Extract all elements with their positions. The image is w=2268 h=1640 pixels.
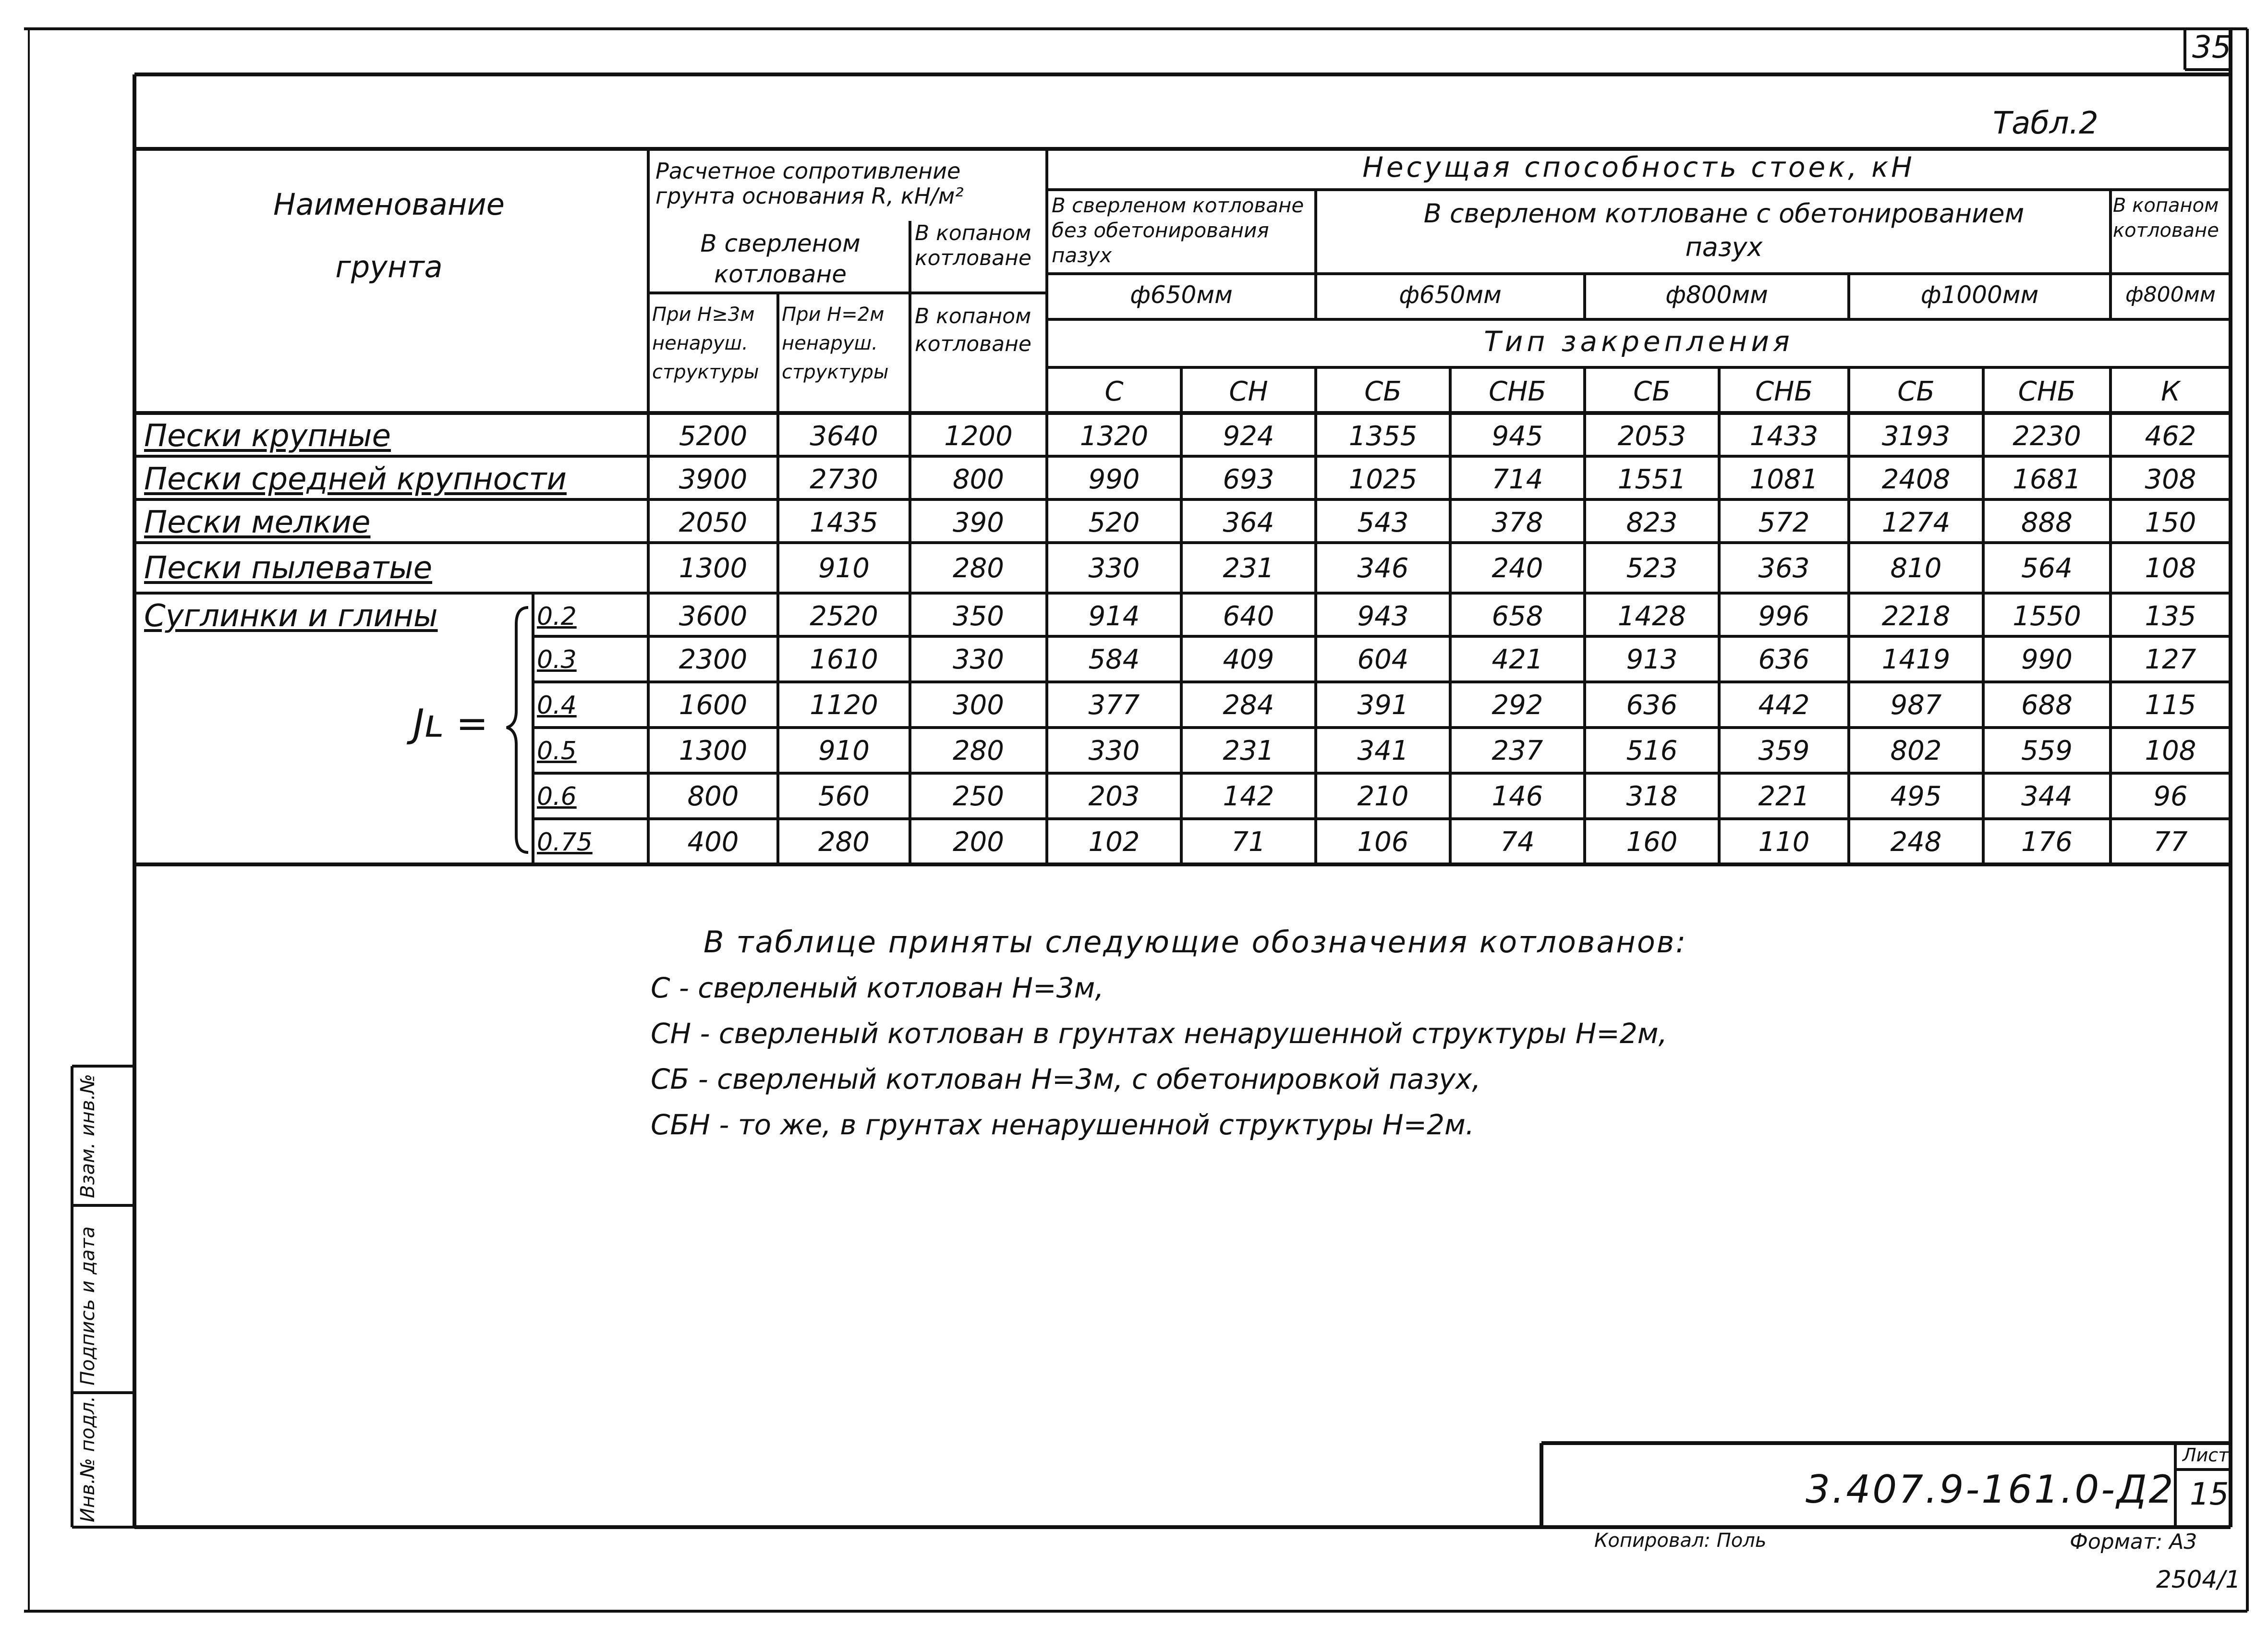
header-dug-pit-2: В копаном котловане: [915, 304, 1031, 356]
table-cell: 346: [1357, 553, 1409, 584]
table-cell: 3640: [810, 421, 878, 452]
table-cell: 2230: [2013, 421, 2081, 452]
table-cell: 714: [1492, 464, 1543, 495]
header-drilled-pit: В сверленом котловане: [700, 230, 861, 288]
header-drilled-no-concrete: В сверленом котловане без обетонирования пазух: [1052, 194, 1304, 267]
table-cell: 990: [2021, 644, 2073, 675]
table-cell: 1120: [810, 690, 878, 721]
row-il-value: 0.4: [537, 691, 577, 720]
table-cell: 800: [687, 781, 739, 812]
row-soil-name: Суглинки и глины: [144, 598, 438, 634]
table-cell: 330: [1088, 735, 1140, 766]
table-cell: 640: [1223, 601, 1274, 632]
table-cell: 391: [1357, 690, 1409, 721]
header-h2: При Н=2м ненаруш. структуры: [782, 304, 889, 383]
row-il-value: 0.3: [537, 645, 577, 674]
table-cell: 292: [1492, 690, 1543, 721]
table-cell: 96: [2153, 781, 2188, 812]
document-designation: 3.407.9-161.0-Д2: [1806, 1467, 2175, 1512]
table-cell: 3600: [679, 601, 748, 632]
table-cell: 142: [1223, 781, 1274, 812]
table-cell: 71: [1231, 826, 1266, 858]
table-cell: 584: [1088, 644, 1140, 675]
row-il-value: 0.5: [537, 737, 577, 765]
footer-copied: Копировал: Поль: [1594, 1530, 1767, 1552]
table-cell: 1300: [679, 553, 748, 584]
table-cell: 421: [1492, 644, 1543, 675]
type-cb-2: СБ: [1633, 376, 1671, 407]
table-cell: 102: [1088, 826, 1140, 858]
table-cell: 462: [2145, 421, 2196, 452]
note-cb: СБ - сверленый котлован Н=3м, с обетонировкой пазух,: [651, 1063, 1481, 1095]
note-cbh: СБН - то же, в грунтах ненарушенной структуры Н=2м.: [651, 1108, 1475, 1141]
table-cell: 810: [1890, 553, 1942, 584]
table-cell: 200: [953, 826, 1004, 858]
table-cell: 560: [818, 781, 870, 812]
table-cell: 523: [1626, 553, 1678, 584]
header-dug-pit: В копаном котловане: [915, 221, 1031, 270]
table-cell: 74: [1500, 826, 1535, 858]
table-cell: 203: [1088, 781, 1140, 812]
table-cell: 945: [1492, 421, 1543, 452]
type-chb-1: СНБ: [1489, 376, 1546, 407]
table-cell: 2408: [1881, 464, 1951, 495]
table-cell: 924: [1223, 421, 1274, 452]
row-il-value: 0.2: [537, 602, 577, 631]
table-cell: 377: [1088, 690, 1140, 721]
table-cell: 888: [2021, 507, 2073, 538]
table-cell: 2050: [679, 507, 748, 538]
table-cell: 210: [1357, 781, 1409, 812]
table-cell: 1600: [679, 690, 748, 721]
table-cell: 495: [1890, 781, 1942, 812]
type-k: К: [2161, 376, 2180, 407]
table-cell: 280: [818, 826, 870, 858]
table-cell: 1355: [1348, 421, 1418, 452]
type-chb-2: СНБ: [1755, 376, 1813, 407]
table-cell: 284: [1223, 690, 1274, 721]
table-cell: 559: [2021, 735, 2073, 766]
note-c: С - сверленый котлован Н=3м,: [651, 972, 1104, 1004]
side-label-inv: Инв.№ подл.: [77, 1396, 99, 1522]
table-cell: 350: [953, 601, 1004, 632]
table-cell: 150: [2145, 507, 2196, 538]
header-resistance-title: Расчетное сопротивление грунта основания R, кН/м²: [655, 158, 964, 209]
header-fix-type: Тип закрепления: [1484, 325, 1794, 358]
table-cell: 108: [2145, 735, 2196, 766]
header-d1000: ф1000мм: [1920, 281, 2039, 309]
header-dug-capacity: В копаном котловане: [2113, 194, 2219, 242]
table-cell: 176: [2021, 826, 2073, 858]
table-cell: 341: [1357, 735, 1409, 766]
sheet-number: 35: [2192, 30, 2232, 65]
table-cell: 572: [1758, 507, 1810, 538]
table-label: Табл.2: [1993, 106, 2098, 141]
table-cell: 1550: [2013, 601, 2081, 632]
table-cell: 5200: [679, 421, 748, 452]
table-cell: 146: [1492, 781, 1543, 812]
table-cell: 248: [1890, 826, 1942, 858]
table-cell: 658: [1492, 601, 1543, 632]
table-cell: 516: [1626, 735, 1678, 766]
table-cell: 378: [1492, 507, 1543, 538]
table-cell: 1274: [1881, 507, 1951, 538]
table-cell: 2300: [679, 644, 748, 675]
table-cell: 280: [953, 735, 1004, 766]
header-d800b: ф800мм: [2125, 282, 2216, 307]
table-cell: 1025: [1348, 464, 1418, 495]
table-cell: 543: [1357, 507, 1409, 538]
header-soil-name-1: Наименование: [273, 187, 505, 222]
table-cell: 77: [2153, 826, 2188, 858]
table-cell: 250: [953, 781, 1004, 812]
table-cell: 400: [687, 826, 739, 858]
table-cell: 135: [2145, 601, 2196, 632]
header-h3: При Н≥3м ненаруш. структуры: [652, 304, 759, 383]
table-cell: 1433: [1749, 421, 1819, 452]
header-d650b: ф650мм: [1399, 281, 1502, 309]
table-cell: 943: [1357, 601, 1409, 632]
side-label-replace: Взам. инв.№: [77, 1074, 99, 1198]
row-il-value: 0.6: [537, 782, 577, 811]
header-capacity-title: Несущая способность стоек, кН: [1362, 151, 1915, 183]
table-cell: 688: [2021, 690, 2073, 721]
type-cb-1: СБ: [1364, 376, 1402, 407]
sheet-label: Лист: [2183, 1445, 2229, 1466]
table-cell: 996: [1758, 601, 1810, 632]
table-cell: 300: [953, 690, 1004, 721]
table-cell: 3900: [679, 464, 748, 495]
table-cell: 2520: [810, 601, 878, 632]
table-cell: 110: [1758, 826, 1810, 858]
table-cell: 564: [2021, 553, 2073, 584]
footer-number: 2504/1: [2156, 1566, 2241, 1593]
table-cell: 330: [1088, 553, 1140, 584]
table-cell: 231: [1223, 735, 1274, 766]
row-soil-name: Пески мелкие: [144, 505, 371, 540]
table-cell: 127: [2145, 644, 2196, 675]
table-cell: 1320: [1079, 421, 1149, 452]
table-cell: 308: [2145, 464, 2196, 495]
table-cell: 2730: [810, 464, 878, 495]
table-cell: 359: [1758, 735, 1810, 766]
table-cell: 1300: [679, 735, 748, 766]
row-soil-name: Пески пылеватые: [144, 550, 433, 586]
table-cell: 914: [1088, 601, 1140, 632]
table-cell: 240: [1492, 553, 1543, 584]
table-cell: 990: [1088, 464, 1140, 495]
table-cell: 1610: [810, 644, 878, 675]
table-cell: 604: [1357, 644, 1409, 675]
table-cell: 636: [1758, 644, 1810, 675]
table-cell: 520: [1088, 507, 1140, 538]
table-cell: 823: [1626, 507, 1678, 538]
table-cell: 160: [1626, 826, 1678, 858]
table-cell: 364: [1223, 507, 1274, 538]
table-cell: 280: [953, 553, 1004, 584]
type-cb-3: СБ: [1897, 376, 1935, 407]
il-label: Jʟ =: [413, 701, 488, 746]
table-cell: 237: [1492, 735, 1543, 766]
row-soil-name: Пески средней крупности: [144, 462, 567, 497]
table-cell: 802: [1890, 735, 1942, 766]
header-soil-name-2: грунта: [335, 249, 443, 284]
header-d650a: ф650мм: [1130, 281, 1233, 309]
table-cell: 2218: [1881, 601, 1951, 632]
table-cell: 1428: [1617, 601, 1686, 632]
type-c: С: [1104, 376, 1124, 407]
table-cell: 800: [953, 464, 1004, 495]
table-cell: 221: [1758, 781, 1810, 812]
type-chb-3: СНБ: [2018, 376, 2076, 407]
table-cell: 910: [818, 735, 870, 766]
stamp-sheet-number: 15: [2190, 1477, 2229, 1512]
table-cell: 987: [1890, 690, 1942, 721]
table-cell: 409: [1223, 644, 1274, 675]
table-cell: 1681: [2013, 464, 2081, 495]
table-cell: 1419: [1881, 644, 1951, 675]
table-cell: 2053: [1617, 421, 1686, 452]
table-cell: 108: [2145, 553, 2196, 584]
table-cell: 344: [2021, 781, 2073, 812]
table-cell: 115: [2145, 690, 2196, 721]
row-il-value: 0.75: [537, 828, 593, 857]
table-cell: 330: [953, 644, 1004, 675]
table-cell: 390: [953, 507, 1004, 538]
table-cell: 693: [1223, 464, 1274, 495]
table-cell: 3193: [1881, 421, 1951, 452]
header-drilled-concrete: В сверленом котловане с обетонированием пазух: [1423, 198, 2025, 262]
row-soil-name: Пески крупные: [144, 418, 391, 454]
table-cell: 1551: [1617, 464, 1686, 495]
table-cell: 106: [1357, 826, 1409, 858]
table-cell: 1435: [810, 507, 878, 538]
table-cell: 318: [1626, 781, 1678, 812]
table-cell: 1200: [944, 421, 1013, 452]
note-ch: СН - сверленый котлован в грунтах ненарушенной структуры Н=2м,: [651, 1017, 1667, 1050]
table-cell: 1081: [1749, 464, 1819, 495]
table-cell: 910: [818, 553, 870, 584]
table-cell: 231: [1223, 553, 1274, 584]
table-cell: 442: [1758, 690, 1810, 721]
table-cell: 913: [1626, 644, 1678, 675]
footer-format: Формат: А3: [2070, 1530, 2197, 1554]
side-label-signature: Подпись и дата: [77, 1226, 99, 1385]
notes-title: В таблице приняты следующие обозначения котлованов:: [703, 924, 1687, 960]
table-cell: 636: [1626, 690, 1678, 721]
type-ch: СН: [1229, 376, 1268, 407]
table-cell: 363: [1758, 553, 1810, 584]
header-d800a: ф800мм: [1665, 281, 1768, 309]
